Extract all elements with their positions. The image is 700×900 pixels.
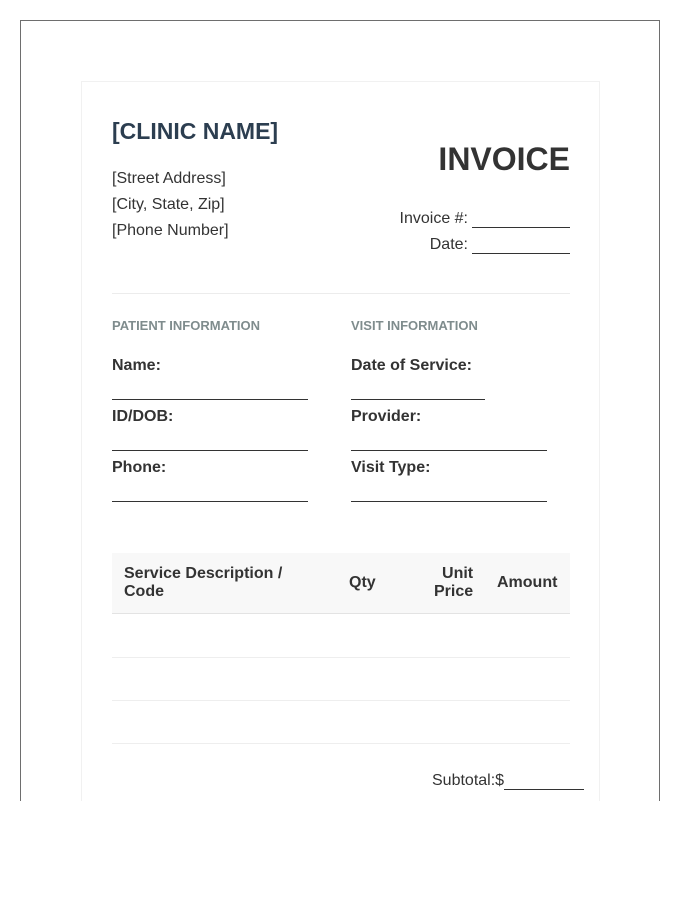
invoice-date-label: Date: [429, 236, 468, 253]
table-row[interactable] [112, 657, 570, 658]
patient-name-label: Name: [112, 357, 161, 374]
patient-information-heading: PATIENT INFORMATION [112, 318, 261, 333]
patient-phone-label: Phone: [112, 459, 167, 476]
unit-price-header [434, 565, 473, 601]
patient-name-blank[interactable] [112, 399, 308, 400]
invoice-number-row [400, 210, 570, 228]
invoice-title: INVOICE [438, 141, 570, 177]
provider-label: Provider: [351, 408, 422, 425]
visit-type-blank[interactable] [351, 501, 547, 502]
subtotal-blank[interactable] [504, 774, 584, 790]
table-row[interactable] [112, 700, 570, 701]
clinic-phone-number: [Phone Number] [112, 222, 229, 239]
clinic-name: [CLINIC NAME] [112, 118, 279, 144]
unit-price-header-line2: Price [434, 583, 474, 600]
table-row[interactable] [112, 743, 570, 744]
visit-type-label: Visit Type: [351, 459, 431, 476]
visit-information-heading: VISIT INFORMATION [351, 318, 478, 333]
patient-id-dob-label: ID/DOB: [112, 408, 174, 425]
subtotal-row [432, 772, 584, 790]
provider-blank[interactable] [351, 450, 547, 451]
service-description-header-line2: Code [124, 583, 164, 600]
clinic-city-state-zip: [City, State, Zip] [112, 196, 225, 213]
invoice-sheet [81, 81, 600, 801]
unit-price-header-line1: Unit [442, 565, 474, 582]
date-of-service-label: Date of Service: [351, 357, 472, 374]
date-of-service-blank[interactable] [351, 399, 485, 400]
service-description-header-line1: Service Description / [124, 565, 283, 582]
invoice-number-label: Invoice #: [399, 210, 468, 227]
invoice-date-row [430, 236, 570, 254]
services-table-header [112, 553, 570, 614]
invoice-date-blank[interactable] [472, 238, 570, 254]
section-divider [112, 293, 570, 294]
qty-header: Qty [349, 574, 376, 591]
patient-id-dob-blank[interactable] [112, 450, 308, 451]
patient-phone-blank[interactable] [112, 501, 308, 502]
service-description-header [124, 565, 282, 601]
invoice-number-blank[interactable] [472, 212, 570, 228]
amount-header: Amount [497, 574, 558, 591]
clinic-street-address: [Street Address] [112, 170, 226, 187]
subtotal-label: Subtotal:$ [432, 772, 505, 789]
